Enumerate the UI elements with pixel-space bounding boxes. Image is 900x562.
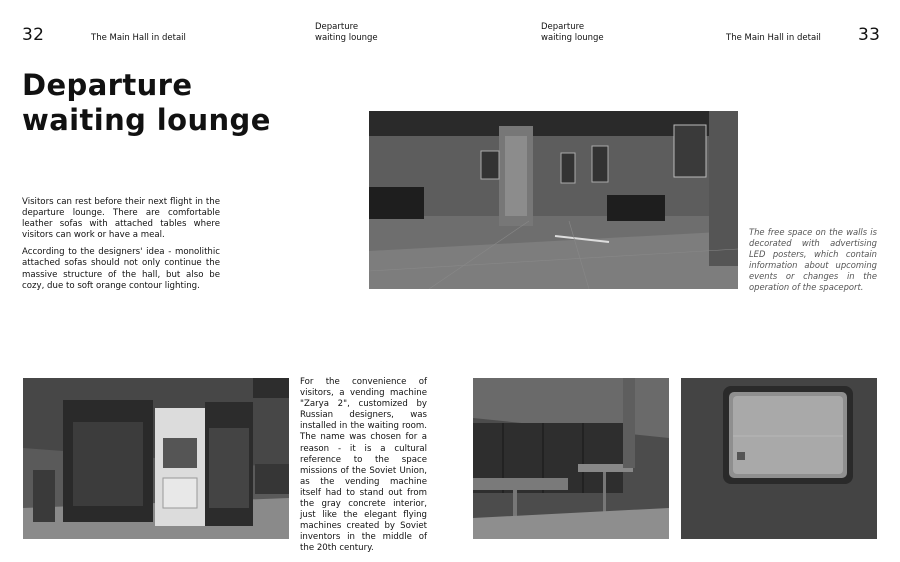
page-number-right: 33: [858, 25, 881, 45]
intro-text: [22, 197, 220, 298]
page-title: [22, 68, 282, 138]
lounge-hall-photo: [369, 111, 738, 289]
intro-paragraph-1: Visitors can rest before their next flight in the departure lounge. There are comfortable leather sofas with attached tables where visitors can work or have a meal.: [22, 197, 220, 241]
running-head-left: The Main Hall in detail: [91, 33, 186, 43]
intro-paragraph-2: According to the designers' idea - monolithic attached sofas should not only continue the massive structure of the hall, but also be cozy, due to soft orange contour lighting.: [22, 247, 220, 291]
section-head-right: [541, 22, 604, 44]
section-head-left-line1: Departure: [315, 22, 359, 32]
page-number-left: 32: [22, 25, 45, 45]
wall-posters-caption-box: [749, 227, 877, 293]
vending-machine-photo: [23, 378, 289, 539]
vending-machine-text: For the convenience of visitors, a vending machine "Zarya 2", customized by Russian designers, was installed in the waiting room. The name was chosen for a reason - it is a cultural reference to the space missions of the Soviet Union, as the vending machine itself had to stand out from the gray concrete interior, just like the elegant flying machines created by Soviet inventors in the middle of the 20th century.: [300, 377, 427, 554]
section-head-right-line2: waiting lounge: [541, 33, 604, 43]
led-poster-photo: [681, 378, 877, 539]
vending-machine-text-box: [300, 377, 427, 561]
lounge-sofa-photo: [473, 378, 669, 539]
section-head-right-line1: Departure: [541, 22, 585, 32]
section-head-left-line2: waiting lounge: [315, 33, 378, 43]
section-head-left: [315, 22, 378, 44]
running-head-right: The Main Hall in detail: [726, 33, 821, 43]
wall-posters-caption: The free space on the walls is decorated with advertising LED posters, which contain information about upcoming events or changes in the operation of the spaceport.: [749, 227, 877, 292]
page-title-line2: waiting lounge: [22, 103, 271, 137]
page-title-line1: Departure: [22, 68, 193, 102]
